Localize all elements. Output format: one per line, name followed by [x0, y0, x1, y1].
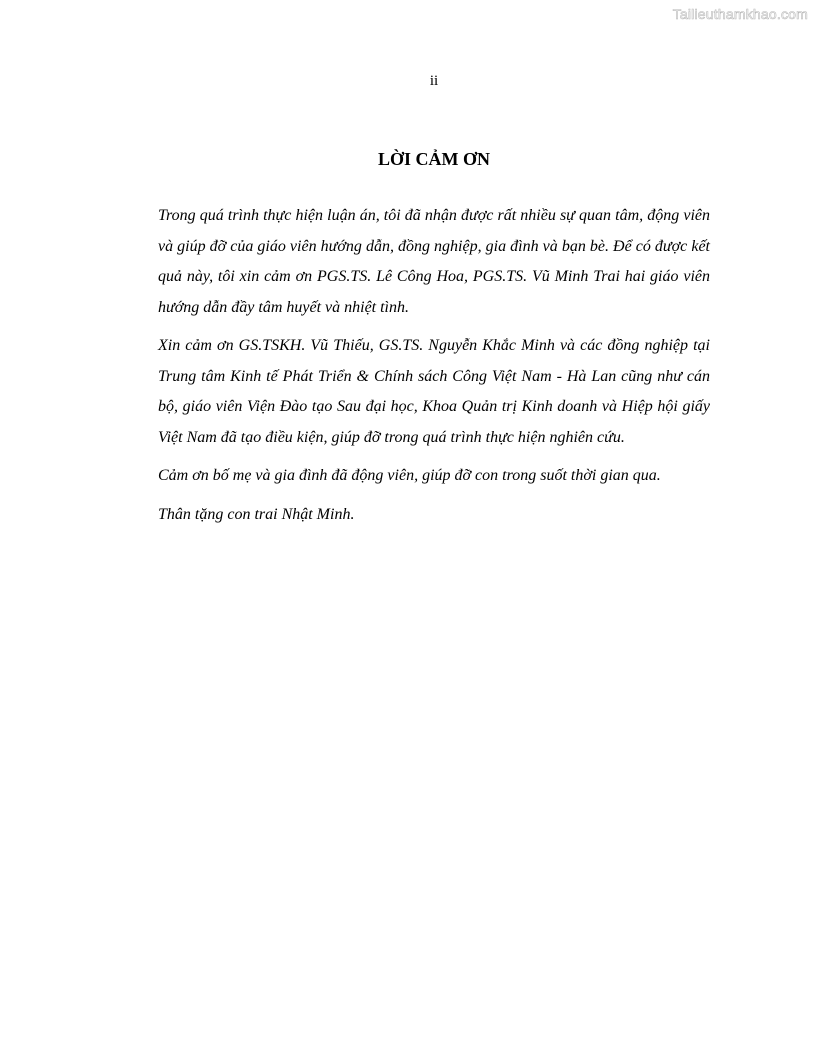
paragraph-2: Xin cảm ơn GS.TSKH. Vũ Thiếu, GS.TS. Nguyễn Khắc Minh và các đồng nghiệp tại Trung tâm Kinh tế Phát Triển & Chính sách Công Việt Nam - Hà Lan cũng như cán bộ, giáo viên Viện Đào tạo Sau đại học, Khoa Quản trị Kinh doanh và Hiệp hội giấy Việt Nam đã tạo điều kiện, giúp đỡ trong quá trình thực hiện nghiên cứu. — [158, 337, 710, 446]
paragraph-4: Thân tặng con trai Nhật Minh. — [158, 505, 355, 523]
page-number: ii — [429, 73, 439, 89]
acknowledgement-body — [158, 201, 710, 538]
paragraph-1: Trong quá trình thực hiện luận án, tôi đã nhận được rất nhiều sự quan tâm, động viên và giúp đỡ của giáo viên hướng dẫn, đồng nghiệp, gia đình và bạn bè. Để có được kết quả này, tôi xin cảm ơn PGS.TS. Lê Công Hoa, PGS.TS. Vũ Minh Trai hai giáo viên hướng dẫn đầy tâm huyết và nhiệt tình. — [158, 207, 710, 316]
watermark-text: Tailieuthamkhao.com — [672, 6, 808, 22]
page-title: LỜI CẢM ƠN — [378, 149, 490, 169]
paragraph-3: Cảm ơn bố mẹ và gia đình đã động viên, giúp đỡ con trong suốt thời gian qua. — [158, 467, 661, 484]
